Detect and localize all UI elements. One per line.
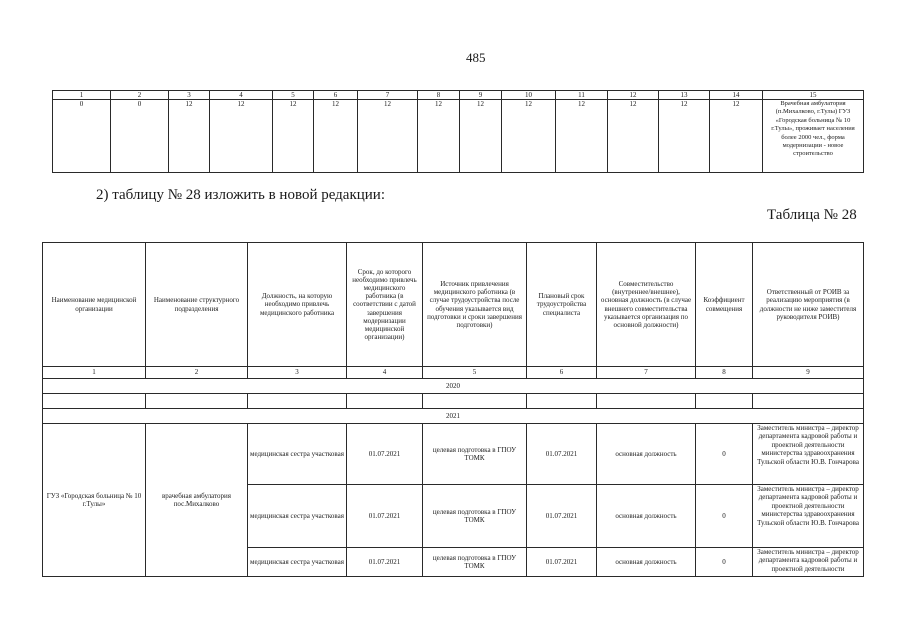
source-cell: целевая подготовка в ГПОУ ТОМК (423, 424, 527, 485)
table-cell: 12 (314, 100, 358, 173)
combination-cell: основная должность (597, 548, 696, 577)
column-number: 9 (460, 91, 502, 100)
page-number: 485 (466, 50, 486, 65)
table-cell: 12 (210, 100, 273, 173)
column-number: 1 (53, 91, 111, 100)
coef-cell: 0 (696, 548, 753, 577)
table-caption: Таблица № 28 (767, 207, 857, 223)
planned-cell: 01.07.2021 (527, 485, 597, 548)
column-number: 6 (314, 91, 358, 100)
column-number: 5 (423, 367, 527, 379)
column-number: 15 (763, 91, 864, 100)
column-number: 7 (597, 367, 696, 379)
column-number: 4 (347, 367, 423, 379)
note-cell: Врачебная амбулатория (п.Михалково, г.Тулы) ГУЗ «Городская больница № 10 г.Тулы», проживает населения более 2000 чел., форма модернизации - новое строительство (763, 100, 864, 173)
column-number-row (43, 367, 864, 379)
deadline-cell: 01.07.2021 (347, 424, 423, 485)
table-cell: 0 (53, 100, 111, 173)
column-number: 10 (502, 91, 556, 100)
responsible-cell: Заместитель министра – директор департамента кадровой работы и проектной деятельности (753, 548, 864, 577)
position-cell: медицинская сестра участковая (248, 424, 347, 485)
intro-text: 2) таблицу № 28 изложить в новой редакции: (96, 187, 386, 203)
column-number: 6 (527, 367, 597, 379)
header-cell: Источник привлечения медицинского работника (в случае трудоустройства после обучения указывается вид подготовки и сроки завершения подготовки) (423, 243, 527, 367)
header-cell: Наименование медицинской организации (43, 243, 146, 367)
table-cell: 12 (460, 100, 502, 173)
table-cell: 12 (418, 100, 460, 173)
column-number: 2 (146, 367, 248, 379)
table-cell: 12 (358, 100, 418, 173)
column-number: 4 (210, 91, 273, 100)
deadline-cell: 01.07.2021 (347, 485, 423, 548)
year-label: 2020 (43, 379, 864, 394)
column-number: 8 (696, 367, 753, 379)
coef-cell: 0 (696, 485, 753, 548)
table-cell: 12 (502, 100, 556, 173)
source-cell: целевая подготовка в ГПОУ ТОМК (423, 485, 527, 548)
header-cell: Ответственный от РОИВ за реализацию мероприятия (в должности не ниже заместителя руководителя РОИВ) (753, 243, 864, 367)
header-cell: Наименование структурного подразделения (146, 243, 248, 367)
combination-cell: основная должность (597, 485, 696, 548)
column-number: 8 (418, 91, 460, 100)
table-cell: 12 (608, 100, 659, 173)
position-cell: медицинская сестра участковая (248, 485, 347, 548)
table-row (43, 424, 864, 485)
continuation-table (52, 90, 864, 173)
column-number: 3 (169, 91, 210, 100)
table-header-row (53, 91, 864, 100)
org-cell: ГУЗ «Городская больница № 10 г.Тулы» (43, 424, 146, 577)
header-cell: Коэффициент совмещения (696, 243, 753, 367)
table-cell: 12 (169, 100, 210, 173)
year-row-2021 (43, 409, 864, 424)
planned-cell: 01.07.2021 (527, 424, 597, 485)
empty-row (43, 394, 864, 409)
planned-cell: 01.07.2021 (527, 548, 597, 577)
header-cell: Совместительство (внутреннее/внешнее), основная должность (в случае внешнего совместительства указывается организация по основной должности) (597, 243, 696, 367)
coef-cell: 0 (696, 424, 753, 485)
column-number: 13 (659, 91, 710, 100)
table-row (53, 100, 864, 173)
table-cell: 0 (111, 100, 169, 173)
combination-cell: основная должность (597, 424, 696, 485)
table-cell: 12 (273, 100, 314, 173)
table-28 (42, 242, 864, 577)
source-cell: целевая подготовка в ГПОУ ТОМК (423, 548, 527, 577)
table-cell: 12 (710, 100, 763, 173)
column-number: 3 (248, 367, 347, 379)
column-number: 12 (608, 91, 659, 100)
column-number: 5 (273, 91, 314, 100)
table-cell: 12 (659, 100, 710, 173)
column-number: 11 (556, 91, 608, 100)
column-number: 14 (710, 91, 763, 100)
table-cell: 12 (556, 100, 608, 173)
column-number: 1 (43, 367, 146, 379)
table-header-row (43, 243, 864, 367)
column-number: 7 (358, 91, 418, 100)
header-cell: Должность, на которую необходимо привлечь медицинского работника (248, 243, 347, 367)
column-number: 2 (111, 91, 169, 100)
unit-cell: врачебная амбулатория пос.Михалково (146, 424, 248, 577)
year-label: 2021 (43, 409, 864, 424)
deadline-cell: 01.07.2021 (347, 548, 423, 577)
responsible-cell: Заместитель министра – директор департамента кадровой работы и проектной деятельности министерства здравоохранения Тульской области Ю.В. Гончарова (753, 485, 864, 548)
year-row-2020 (43, 379, 864, 394)
header-cell: Плановый срок трудоустройства специалиста (527, 243, 597, 367)
position-cell: медицинская сестра участковая (248, 548, 347, 577)
responsible-cell: Заместитель министра – директор департамента кадровой работы и проектной деятельности министерства здравоохранения Тульской области Ю.В. Гончарова (753, 424, 864, 485)
column-number: 9 (753, 367, 864, 379)
header-cell: Срок, до которого необходимо привлечь медицинского работника (в соответствии с датой завершения модернизации медицинской организации) (347, 243, 423, 367)
